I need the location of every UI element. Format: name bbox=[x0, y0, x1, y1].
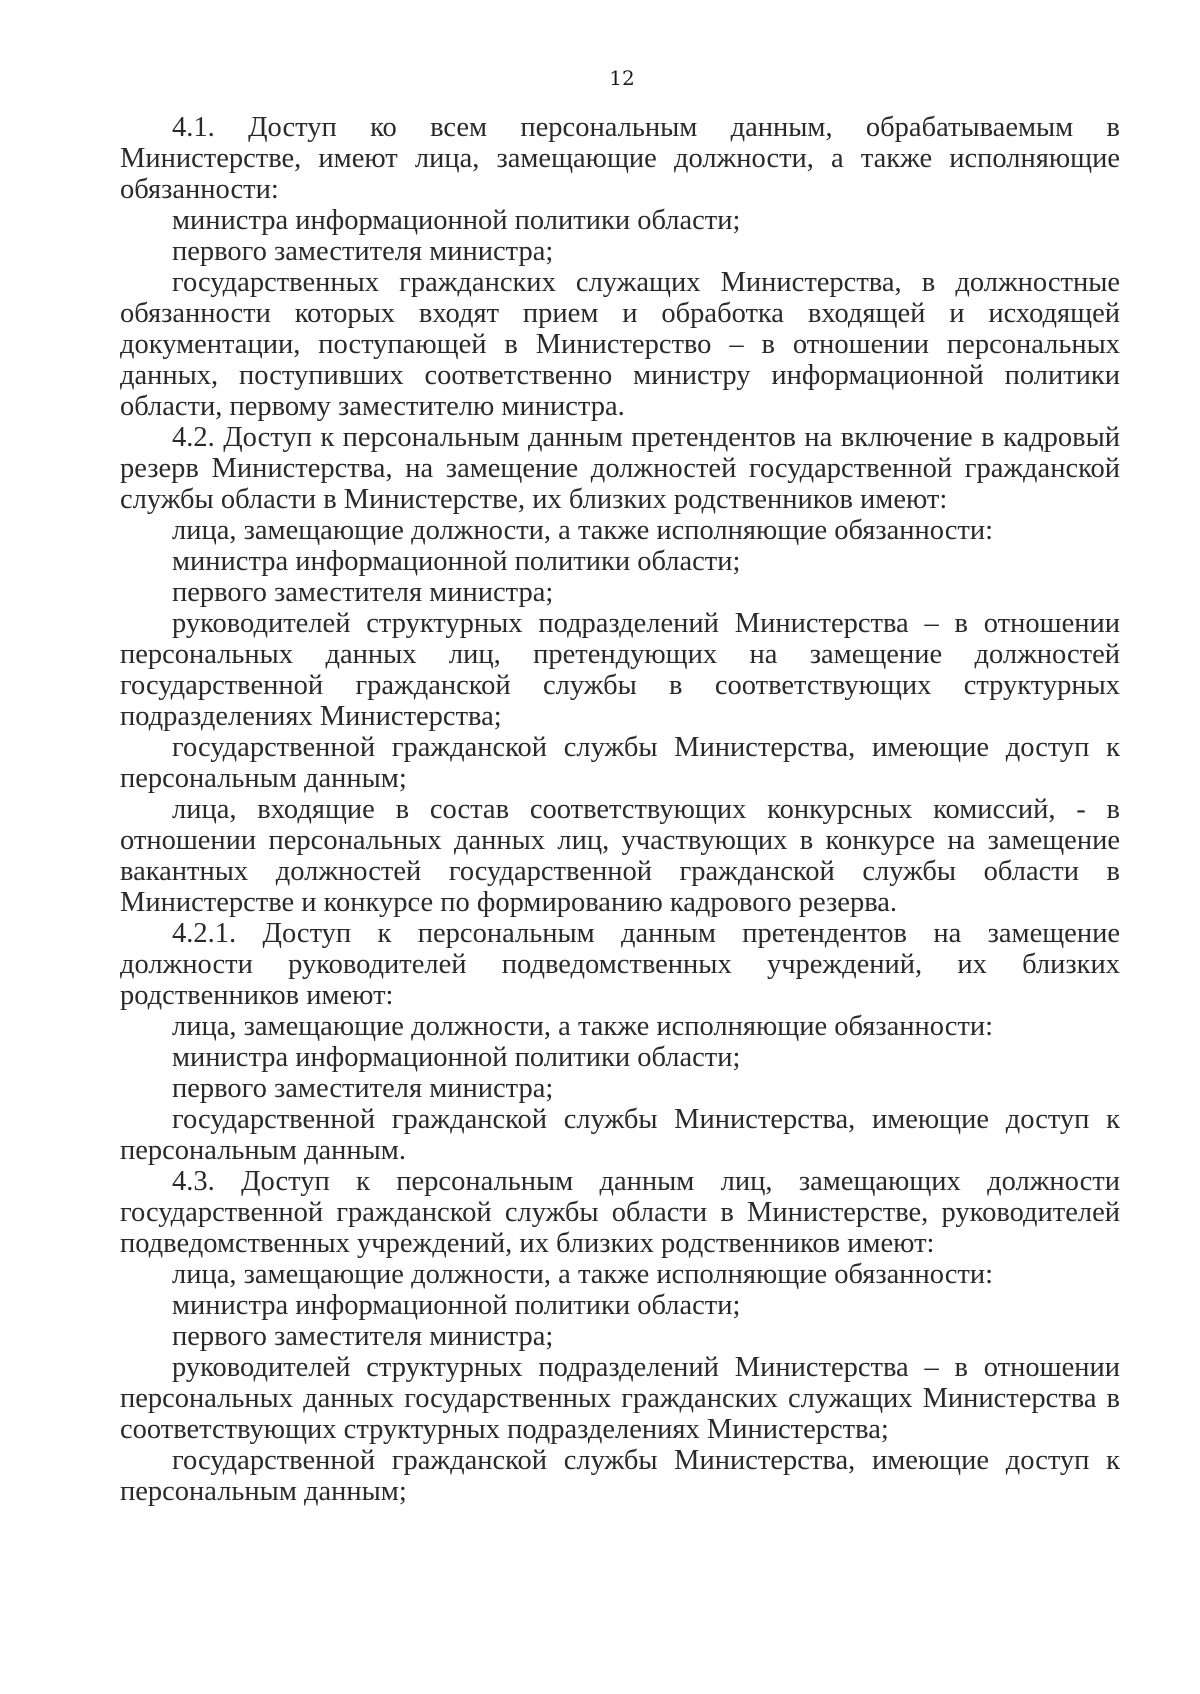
paragraph: государственной гражданской службы Министерства, имеющие доступ к персональным данным. bbox=[120, 1104, 1120, 1166]
paragraph-4-2: 4.2. Доступ к персональным данным претендентов на включение в кадровый резерв Министерства, на замещение должностей государственной гражданской службы области в Министерстве, их близких родственников имеют: bbox=[120, 422, 1120, 515]
paragraph: министра информационной политики области; bbox=[172, 1290, 741, 1321]
paragraph: первого заместителя министра; bbox=[172, 1073, 554, 1104]
document-body bbox=[120, 112, 1120, 1507]
paragraph: первого заместителя министра; bbox=[172, 1321, 554, 1352]
page-number: 12 bbox=[609, 66, 635, 90]
paragraph: министра информационной политики области; bbox=[172, 546, 741, 577]
paragraph: первого заместителя министра; bbox=[172, 236, 554, 267]
paragraph: руководителей структурных подразделений Министерства – в отношении персональных данных государственных гражданских служащих Министерства в соответствующих структурных подразделениях Министерства; bbox=[120, 1352, 1120, 1445]
paragraph-4-2-1: 4.2.1. Доступ к персональным данным претендентов на замещение должности руководителей подведомственных учреждений, их близких родственников имеют: bbox=[120, 918, 1120, 1011]
paragraph: лица, замещающие должности, а также исполняющие обязанности: bbox=[172, 1011, 994, 1042]
paragraph: лица, замещающие должности, а также исполняющие обязанности: bbox=[172, 515, 994, 546]
paragraph: государственной гражданской службы Министерства, имеющие доступ к персональным данным; bbox=[120, 732, 1120, 794]
paragraph: государственной гражданской службы Министерства, имеющие доступ к персональным данным; bbox=[120, 1445, 1120, 1507]
paragraph-4-1: 4.1. Доступ ко всем персональным данным, обрабатываемым в Министерстве, имеют лица, замещающие должности, а также исполняющие обязанности: bbox=[120, 112, 1120, 205]
paragraph: лица, входящие в состав соответствующих конкурсных комиссий, - в отношении персональных данных лиц, участвующих в конкурсе на замещение вакантных должностей государственной гражданской службы области в Министерстве и конкурсе по формированию кадрового резерва. bbox=[120, 794, 1120, 918]
paragraph: руководителей структурных подразделений Министерства – в отношении персональных данных лиц, претендующих на замещение должностей государственной гражданской службы в соответствующих структурных подразделениях Министерства; bbox=[120, 608, 1120, 732]
paragraph: первого заместителя министра; bbox=[172, 577, 554, 608]
paragraph: министра информационной политики области; bbox=[172, 205, 741, 236]
paragraph: министра информационной политики области; bbox=[172, 1042, 741, 1073]
paragraph: лица, замещающие должности, а также исполняющие обязанности: bbox=[172, 1259, 994, 1290]
paragraph: государственных гражданских служащих Министерства, в должностные обязанности которых входят прием и обработка входящей и исходящей документации, поступающей в Министерство – в отношении персональных данных, поступивших соответственно министру информационной политики области, первому заместителю министра. bbox=[120, 267, 1120, 422]
paragraph-4-3: 4.3. Доступ к персональным данным лиц, замещающих должности государственной гражданской службы области в Министерстве, руководителей подведомственных учреждений, их близких родственников имеют: bbox=[120, 1166, 1120, 1259]
